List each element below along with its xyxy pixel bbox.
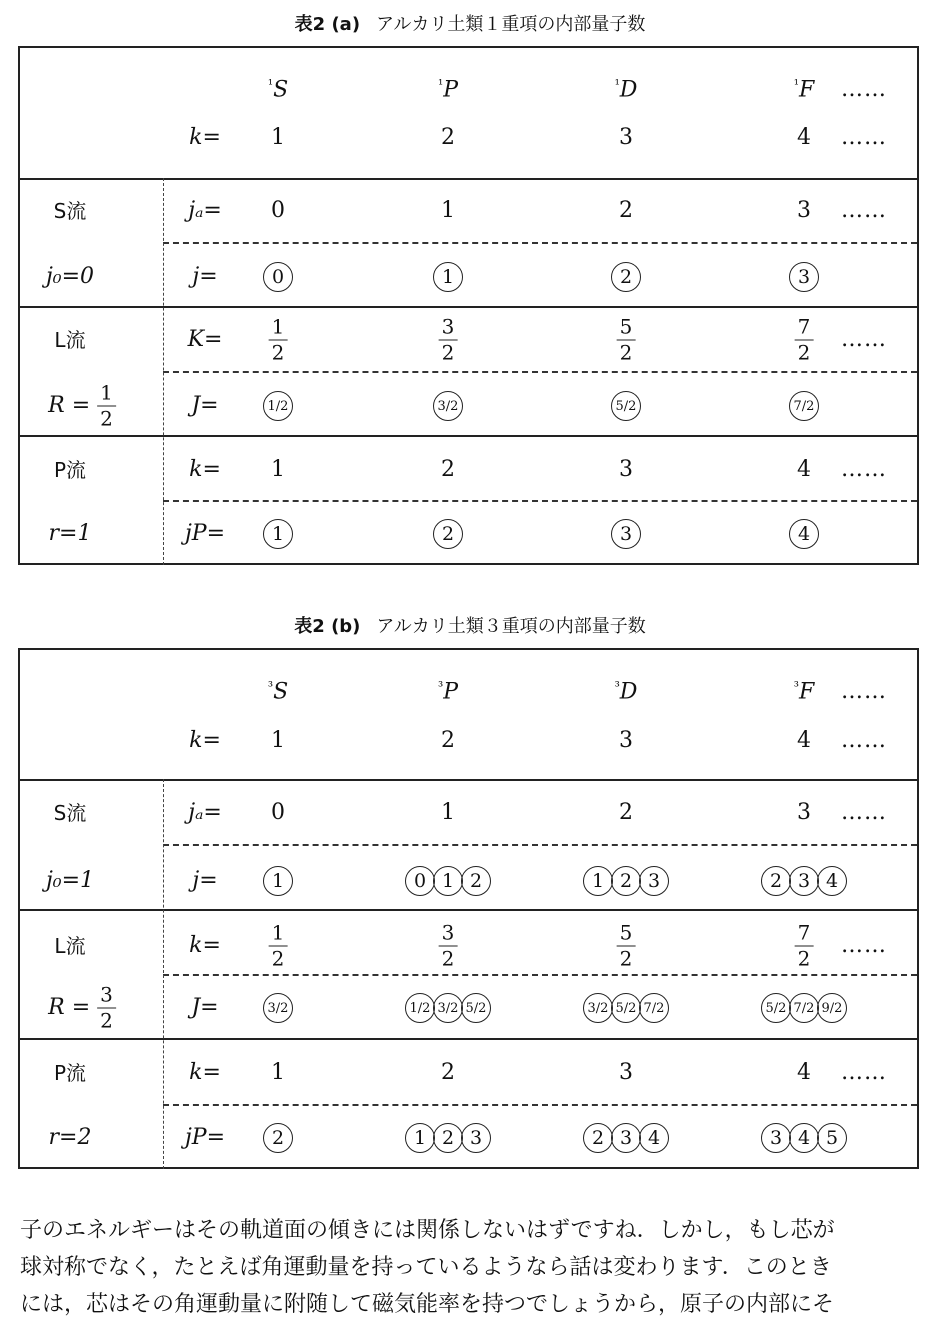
circled-number: 1 <box>405 1123 435 1153</box>
divider <box>20 779 917 781</box>
circled-number: 1 <box>263 519 293 549</box>
k-value: 2 <box>441 457 455 482</box>
jp-values <box>612 519 640 549</box>
divider <box>20 435 917 437</box>
j-values <box>790 262 818 292</box>
term-symbol: $^{^1}$S <box>267 77 289 103</box>
circled-number: 7/2 <box>639 993 669 1023</box>
p-flow-param: r=1 <box>48 521 92 546</box>
circled-number: 3 <box>789 262 819 292</box>
k-value: 2 <box>441 728 455 753</box>
ja-value: 0 <box>271 198 285 223</box>
K-fraction: $\frac{7}{2}$ <box>795 317 814 364</box>
dashed-divider <box>163 242 917 244</box>
J-values <box>612 391 640 421</box>
dashed-divider <box>163 1104 917 1106</box>
ja-value: 2 <box>619 800 633 825</box>
table-b <box>18 648 919 1169</box>
s-flow-name: S流 <box>53 199 87 223</box>
table-a-caption-label: 表2 (a) <box>294 14 361 35</box>
ellipsis: …… <box>841 728 887 753</box>
row-label-jp: jP= <box>184 521 226 546</box>
circled-number: 3/2 <box>263 993 293 1023</box>
k-value: 1 <box>271 1060 285 1085</box>
s-flow-param: j₀=1 <box>45 868 95 893</box>
row-label-ja: jₐ= <box>188 198 222 223</box>
term-symbol: $^{^1}$P <box>437 77 459 103</box>
dashed-divider <box>163 974 917 976</box>
J-values <box>584 993 668 1023</box>
divider <box>20 1038 917 1040</box>
j-values <box>264 866 292 896</box>
J-values <box>406 993 490 1023</box>
k-value: 4 <box>797 457 811 482</box>
circled-number: 0 <box>263 262 293 292</box>
K-fraction: $\frac{1}{2}$ <box>269 923 288 970</box>
circled-number: 9/2 <box>817 993 847 1023</box>
k-value: 1 <box>271 728 285 753</box>
row-label-k: k= <box>189 457 221 482</box>
k-value: 3 <box>619 1060 633 1085</box>
k-value: 4 <box>797 125 811 150</box>
circled-number: 2 <box>761 866 791 896</box>
term-symbol: $^{^1}$D <box>614 77 638 103</box>
K-fraction: $\frac{1}{2}$ <box>269 317 288 364</box>
circled-number: 2 <box>433 1123 463 1153</box>
j-values <box>264 262 292 292</box>
circled-number: 1/2 <box>263 391 293 421</box>
row-label-ja: jₐ= <box>188 800 222 825</box>
ja-value: 3 <box>797 198 811 223</box>
divider <box>20 306 917 308</box>
circled-number: 3 <box>789 866 819 896</box>
table-a <box>18 46 919 565</box>
row-label-K: k= <box>189 933 221 958</box>
circled-number: 2 <box>611 866 641 896</box>
paragraph-line: 球対称でなく，たとえば角運動量を持っているようなら話は変わります．このとき <box>20 1255 832 1280</box>
table-b-caption-label: 表2 (b) <box>294 616 361 637</box>
row-label-jp: jP= <box>184 1125 226 1150</box>
circled-number: 1 <box>433 262 463 292</box>
ellipsis: …… <box>841 77 887 102</box>
circled-number: 2 <box>461 866 491 896</box>
ellipsis: …… <box>841 933 887 958</box>
circled-number: 2 <box>433 519 463 549</box>
circled-number: 3 <box>611 1123 641 1153</box>
row-label-k: k= <box>189 125 221 150</box>
J-values <box>790 391 818 421</box>
circled-number: 1 <box>583 866 613 896</box>
divider <box>20 909 917 911</box>
J-values <box>264 993 292 1023</box>
circled-number: 3 <box>639 866 669 896</box>
table-b-caption <box>0 612 940 638</box>
row-label-j: j= <box>192 264 218 289</box>
jp-values <box>264 519 292 549</box>
circled-number: 3 <box>611 519 641 549</box>
dashed-divider <box>163 371 917 373</box>
circled-number: 2 <box>583 1123 613 1153</box>
ja-value: 0 <box>271 800 285 825</box>
row-label-K: K= <box>187 327 223 352</box>
body-paragraph <box>20 1212 925 1323</box>
circled-number: 5/2 <box>461 993 491 1023</box>
circled-number: 5/2 <box>611 391 641 421</box>
ellipsis: …… <box>841 198 887 223</box>
ellipsis: …… <box>841 327 887 352</box>
K-fraction: $\frac{3}{2}$ <box>439 923 458 970</box>
j-values <box>762 866 846 896</box>
K-fraction: $\frac{3}{2}$ <box>439 317 458 364</box>
row-label-J: J= <box>191 995 219 1020</box>
jp-values <box>406 1123 490 1153</box>
circled-number: 1/2 <box>405 993 435 1023</box>
jp-values <box>434 519 462 549</box>
circled-number: 3 <box>761 1123 791 1153</box>
term-symbol: $^{^3}$D <box>614 679 638 705</box>
k-value: 3 <box>619 125 633 150</box>
ellipsis: …… <box>841 457 887 482</box>
jp-values <box>584 1123 668 1153</box>
p-flow-name: P流 <box>53 458 87 482</box>
circled-number: 0 <box>405 866 435 896</box>
paragraph-line: 子のエネルギーはその軌道面の傾きには関係しないはずですね．しかし，もし芯が <box>20 1218 835 1243</box>
jp-values <box>790 519 818 549</box>
J-values <box>762 993 846 1023</box>
p-flow-param: r=2 <box>48 1125 92 1150</box>
circled-number: 1 <box>263 866 293 896</box>
k-value: 2 <box>441 1060 455 1085</box>
l-flow-param: R = $\frac{3}{2}$ <box>48 985 116 1032</box>
circled-number: 3/2 <box>433 391 463 421</box>
circled-number: 4 <box>817 866 847 896</box>
column-divider <box>163 779 164 1169</box>
table-a-caption <box>0 10 940 36</box>
p-flow-name: P流 <box>53 1061 87 1085</box>
jp-values <box>264 1123 292 1153</box>
ellipsis: …… <box>841 800 887 825</box>
j-values <box>434 262 462 292</box>
paragraph-line: には，芯はその角運動量に附随して磁気能率を持つでしょうから，原子の内部にそ <box>20 1292 835 1317</box>
circled-number: 7/2 <box>789 391 819 421</box>
table-b-caption-title: アルカリ土類３重項の内部量子数 <box>376 616 646 637</box>
circled-number: 5 <box>817 1123 847 1153</box>
dashed-divider <box>163 500 917 502</box>
ja-value: 1 <box>441 800 455 825</box>
circled-number: 2 <box>263 1123 293 1153</box>
k-value: 1 <box>271 457 285 482</box>
k-value: 3 <box>619 728 633 753</box>
circled-number: 5/2 <box>761 993 791 1023</box>
table-a-caption-title: アルカリ土類１重項の内部量子数 <box>376 14 646 35</box>
circled-number: 4 <box>789 519 819 549</box>
K-fraction: $\frac{7}{2}$ <box>795 923 814 970</box>
ja-value: 1 <box>441 198 455 223</box>
row-label-k: k= <box>189 1060 221 1085</box>
circled-number: 5/2 <box>611 993 641 1023</box>
row-label-j: j= <box>192 868 218 893</box>
divider <box>20 178 917 180</box>
circled-number: 7/2 <box>789 993 819 1023</box>
column-divider <box>163 178 164 565</box>
circled-number: 2 <box>611 262 641 292</box>
term-symbol: $^{^3}$P <box>437 679 459 705</box>
l-flow-name: L流 <box>54 934 86 958</box>
ja-value: 3 <box>797 800 811 825</box>
ellipsis: …… <box>841 125 887 150</box>
ja-value: 2 <box>619 198 633 223</box>
term-symbol: $^{^3}$S <box>267 679 289 705</box>
circled-number: 4 <box>789 1123 819 1153</box>
J-values <box>434 391 462 421</box>
k-value: 4 <box>797 728 811 753</box>
J-values <box>264 391 292 421</box>
row-label-J: J= <box>191 393 219 418</box>
term-symbol: $^{^3}$F <box>793 679 815 705</box>
k-value: 3 <box>619 457 633 482</box>
circled-number: 1 <box>433 866 463 896</box>
k-value: 1 <box>271 125 285 150</box>
circled-number: 3 <box>461 1123 491 1153</box>
circled-number: 3/2 <box>433 993 463 1023</box>
s-flow-name: S流 <box>53 801 87 825</box>
dashed-divider <box>163 844 917 846</box>
circled-number: 4 <box>639 1123 669 1153</box>
K-fraction: $\frac{5}{2}$ <box>617 317 636 364</box>
ellipsis: …… <box>841 1060 887 1085</box>
j-values <box>584 866 668 896</box>
l-flow-param: R = $\frac{1}{2}$ <box>48 383 116 430</box>
k-value: 2 <box>441 125 455 150</box>
row-label-k: k= <box>189 728 221 753</box>
j-values <box>406 866 490 896</box>
K-fraction: $\frac{5}{2}$ <box>617 923 636 970</box>
k-value: 4 <box>797 1060 811 1085</box>
ellipsis: …… <box>841 679 887 704</box>
s-flow-param: j₀=0 <box>45 264 95 289</box>
circled-number: 3/2 <box>583 993 613 1023</box>
term-symbol: $^{^1}$F <box>793 77 815 103</box>
l-flow-name: L流 <box>54 328 86 352</box>
jp-values <box>762 1123 846 1153</box>
j-values <box>612 262 640 292</box>
